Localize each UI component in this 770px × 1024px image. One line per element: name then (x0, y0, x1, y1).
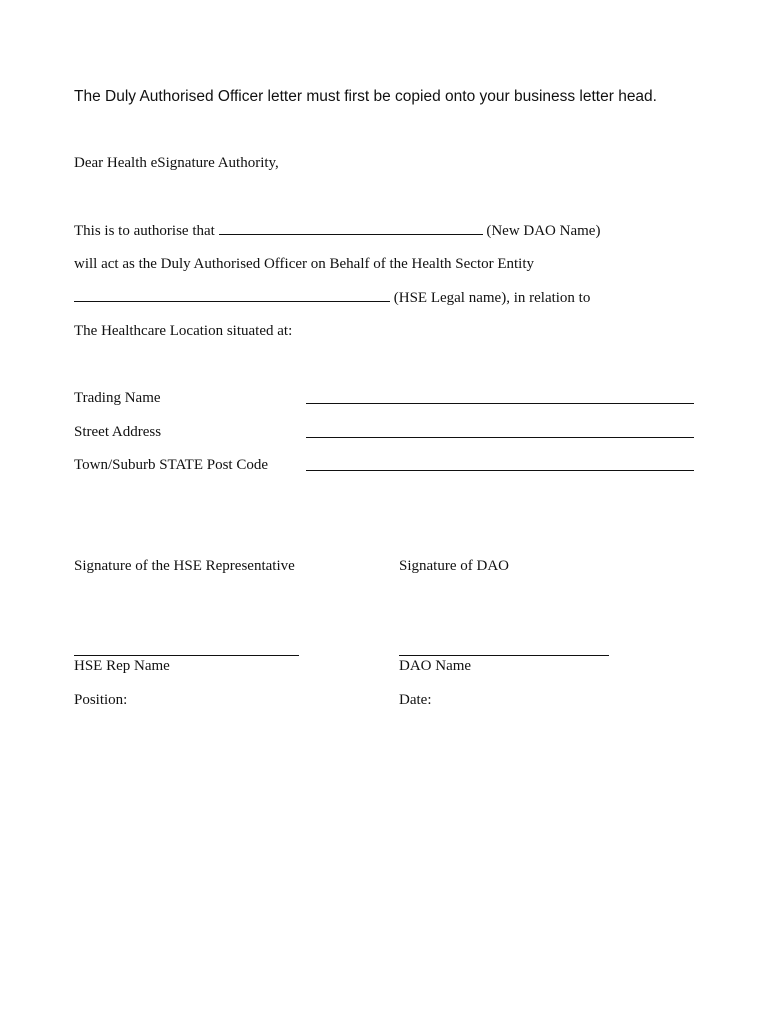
salutation: Dear Health eSignature Authority, (74, 155, 279, 171)
hse-rep-name-label: HSE Rep Name (74, 658, 170, 674)
hse-legal-line (74, 290, 590, 306)
instruction-text: The Duly Authorised Officer letter must first be copied onto your business letter head. (74, 88, 657, 105)
authorise-line (74, 223, 600, 239)
position-label: Position: (74, 692, 128, 708)
location-intro: The Healthcare Location situated at: (74, 323, 293, 339)
town-field[interactable] (306, 470, 694, 471)
town-label: Town/Suburb STATE Post Code (74, 457, 269, 473)
date-label: Date: (399, 692, 432, 708)
dao-name-label: DAO Name (399, 658, 472, 674)
trading-name-field[interactable] (306, 403, 694, 404)
street-address-field[interactable] (306, 437, 694, 438)
new-dao-name-blank[interactable] (219, 223, 483, 235)
dao-signature-line[interactable] (399, 655, 609, 656)
hse-signature-line[interactable] (74, 655, 299, 656)
act-as-line: will act as the Duly Authorised Officer on Behalf of the Health Sector Entity (74, 256, 535, 272)
dao-signature-label: Signature of DAO (399, 558, 509, 574)
trading-name-label: Trading Name (74, 390, 161, 406)
authorise-prefix: This is to authorise that (74, 223, 215, 239)
hse-signature-label: Signature of the HSE Representative (74, 558, 295, 574)
hse-legal-name-label: (HSE Legal name), in relation to (393, 290, 591, 306)
new-dao-name-label: (New DAO Name) (486, 223, 601, 239)
street-address-label: Street Address (74, 424, 162, 440)
hse-legal-name-blank[interactable] (74, 290, 390, 302)
